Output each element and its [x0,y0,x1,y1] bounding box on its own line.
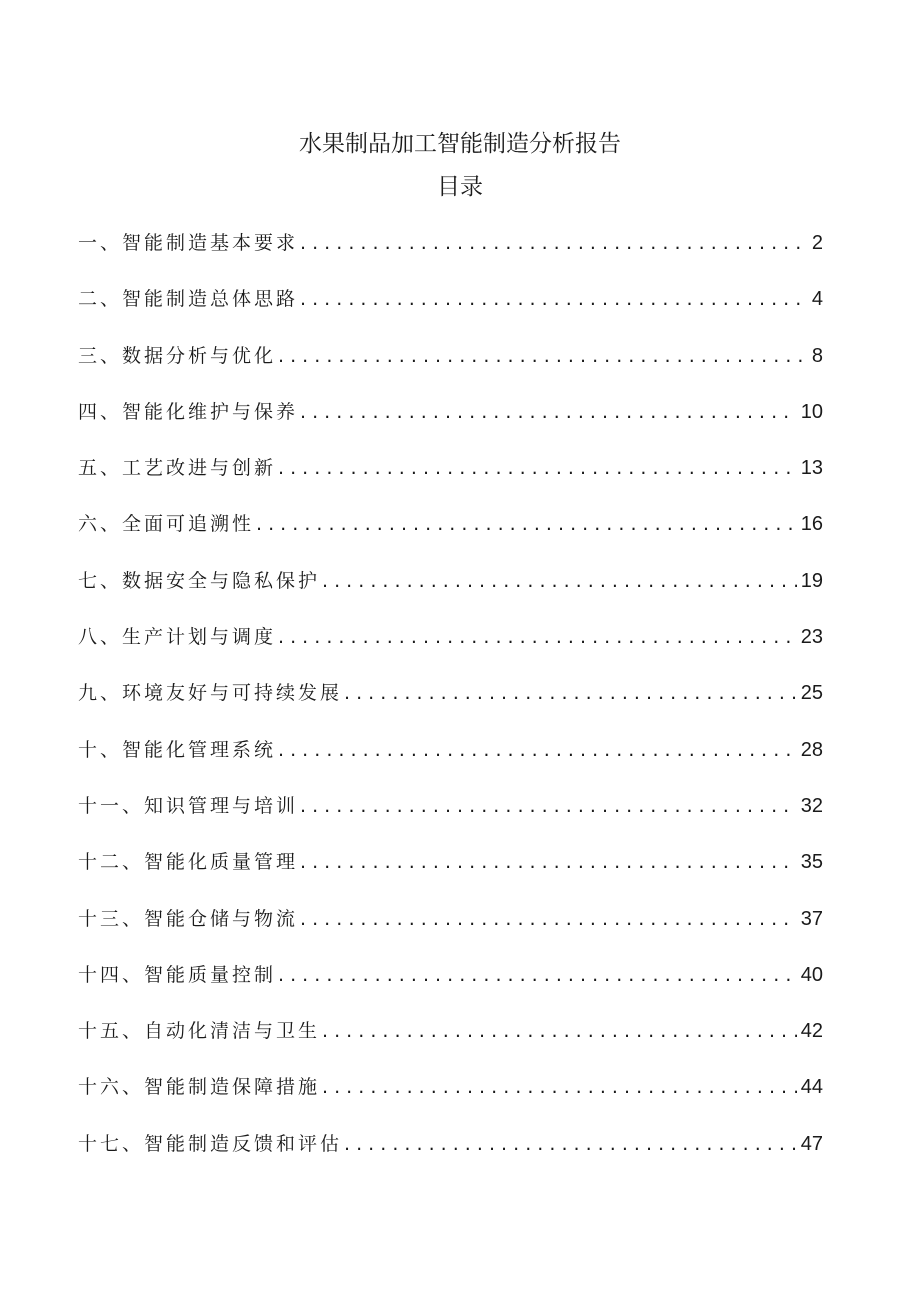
toc-entry[interactable] [78,735,823,791]
toc-leader-dots [300,284,808,314]
toc-page-number: 40 [800,963,823,986]
toc-page-number: 16 [800,513,823,536]
toc-leader-dots [322,566,797,596]
toc-entry-label: 十一、知识管理与培训 [78,794,299,817]
toc-leader-dots [300,847,797,877]
toc-page-number: 35 [800,851,823,874]
toc-entry[interactable] [78,1016,823,1072]
toc-page-number: 32 [800,794,823,817]
toc-page-number: 25 [800,682,823,705]
toc-page-number: 37 [800,907,823,930]
toc-entry-label: 十七、智能制造反馈和评估 [78,1132,343,1155]
toc-entry[interactable] [78,341,823,397]
toc-entry[interactable] [78,791,823,847]
toc-entry[interactable] [78,453,823,509]
document-title: 水果制品加工智能制造分析报告 [299,131,621,157]
toc-entry-label: 十三、智能仓储与物流 [78,907,299,930]
toc-page-number: 42 [800,1020,823,1043]
toc-leader-dots [256,509,797,539]
toc-page-number: 2 [811,232,823,254]
toc-entry-label: 十四、智能质量控制 [78,963,277,986]
toc-leader-dots [278,735,797,765]
toc-entry-label: 十六、智能制造保障措施 [78,1076,321,1099]
toc-entry[interactable] [78,847,823,903]
toc-entry[interactable] [78,960,823,1016]
toc-leader-dots [278,453,797,483]
toc-entry[interactable] [78,1072,823,1128]
toc-entry-label: 十五、自动化清洁与卫生 [78,1020,321,1043]
toc-page-number: 8 [811,344,823,367]
toc-leader-dots [344,678,797,708]
toc-entry[interactable] [78,397,823,453]
toc-page-number: 10 [800,400,823,423]
toc-page-number: 23 [800,626,823,649]
toc-entry-label: 二、智能制造总体思路 [78,288,299,311]
toc-leader-dots [344,1129,797,1159]
toc-entry-label: 一、智能制造基本要求 [78,232,299,254]
toc-leader-dots [300,397,797,427]
toc-entry[interactable] [78,228,823,284]
table-of-contents [78,228,823,1185]
toc-page-number: 28 [800,738,823,761]
toc-entry[interactable] [78,509,823,565]
toc-entry-label: 五、工艺改进与创新 [78,457,277,480]
toc-entry[interactable] [78,284,823,340]
toc-leader-dots [322,1016,797,1046]
toc-entry-label: 七、数据安全与隐私保护 [78,569,321,592]
toc-leader-dots [278,622,797,652]
toc-entry-label: 十二、智能化质量管理 [78,851,299,874]
toc-leader-dots [300,791,797,821]
toc-leader-dots [300,904,797,934]
toc-entry-label: 六、全面可追溯性 [78,513,255,536]
toc-entry-label: 九、环境友好与可持续发展 [78,682,343,705]
toc-leader-dots [278,960,797,990]
toc-leader-dots [278,341,808,371]
toc-page-number: 19 [800,569,823,592]
toc-entry-label: 十、智能化管理系统 [78,738,277,761]
toc-entry-label: 八、生产计划与调度 [78,626,277,649]
toc-entry-label: 三、数据分析与优化 [78,344,277,367]
toc-page-number: 44 [800,1076,823,1099]
toc-entry[interactable] [78,678,823,734]
toc-heading: 目录 [437,174,483,200]
toc-page-number: 4 [811,288,823,311]
toc-entry-label: 四、智能化维护与保养 [78,400,299,423]
toc-entry[interactable] [78,904,823,960]
toc-entry[interactable] [78,622,823,678]
toc-entry[interactable] [78,566,823,622]
toc-entry[interactable] [78,1129,823,1185]
toc-page-number: 13 [800,457,823,480]
toc-leader-dots [300,228,808,258]
toc-page-number: 47 [800,1132,823,1155]
toc-leader-dots [322,1072,797,1102]
